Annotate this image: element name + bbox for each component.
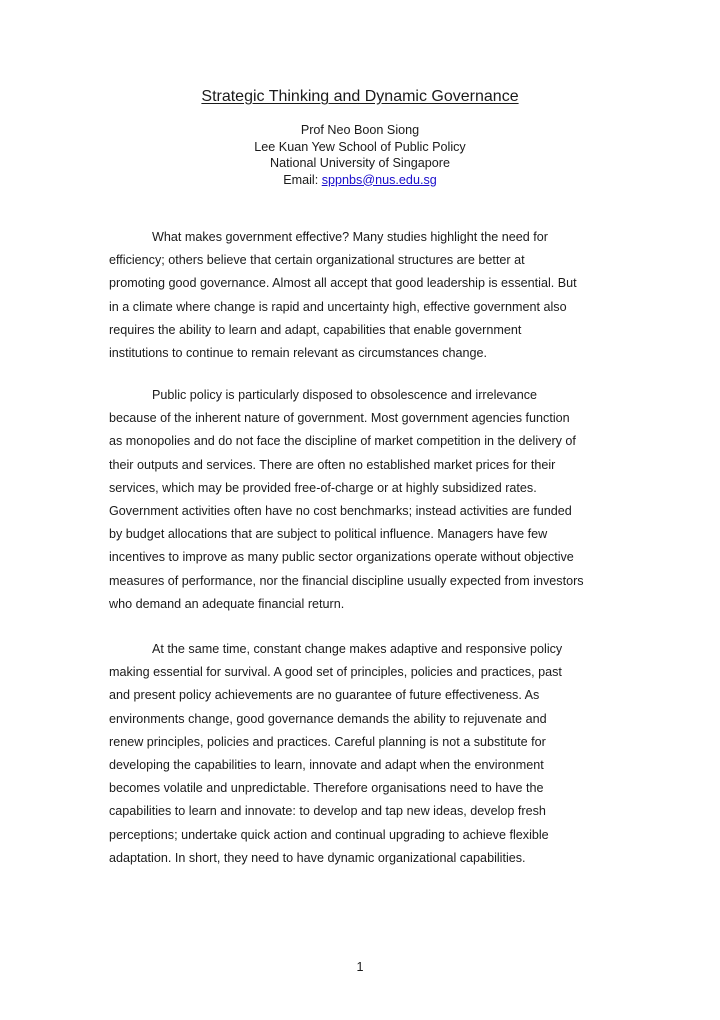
paragraph-line: as monopolies and do not face the discipline of market competition in the delivery of xyxy=(109,434,576,449)
paragraph-line: promoting good governance. Almost all accept that good leadership is essential. But xyxy=(109,276,577,291)
paragraph-line: institutions to continue to remain relevant as circumstances change. xyxy=(109,345,488,360)
paragraph-line: making essential for survival. A good set of principles, policies and practices, past xyxy=(109,665,562,680)
paragraph-line: requires the ability to learn and adapt, capabilities that enable government xyxy=(109,322,522,337)
paragraph-line: perceptions; undertake quick action and continual upgrading to achieve flexible xyxy=(109,827,549,842)
paragraph-line: Government activities often have no cost benchmarks; instead activities are funded xyxy=(109,503,572,518)
paragraph-line: capabilities to learn and innovate: to develop and tap new ideas, develop fresh xyxy=(109,804,546,819)
author-name: Prof Neo Boon Siong xyxy=(300,123,420,137)
document-title: Strategic Thinking and Dynamic Governance xyxy=(201,88,519,105)
paragraph-line: and present policy achievements are no guarantee of future effectiveness. As xyxy=(109,688,540,703)
paragraph-line: measures of performance, nor the financial discipline usually expected from investors xyxy=(109,573,584,588)
paragraph-line: who demand an adequate financial return. xyxy=(109,596,345,611)
paragraph-line: adaptation. In short, they need to have dynamic organizational capabilities. xyxy=(109,850,526,865)
paragraph-line: services, which may be provided free-of-charge or at highly subsidized rates. xyxy=(109,480,537,495)
paragraph-line: incentives to improve as many public sector organizations operate without objective xyxy=(109,550,574,565)
paragraph-1 xyxy=(109,226,619,365)
paragraph-line: in a climate where change is rapid and uncertainty high, effective government also xyxy=(109,299,567,314)
paragraph-line: efficiency; others believe that certain organizational structures are better at xyxy=(109,253,525,268)
author-university: National University of Singapore xyxy=(270,156,450,170)
paragraph-line: becomes volatile and unpredictable. Therefore organisations need to have the xyxy=(109,781,544,796)
paragraph-3 xyxy=(109,638,619,870)
email-label: Email: xyxy=(283,172,322,187)
paragraph-line: At the same time, constant change makes adaptive and responsive policy xyxy=(152,642,563,656)
author-email-line xyxy=(0,172,720,189)
email-link[interactable]: sppnbs@nus.edu.sg xyxy=(321,172,437,187)
author-block xyxy=(0,122,720,188)
paragraph-line: by budget allocations that are subject to political influence. Managers have few xyxy=(109,527,548,542)
paragraph-line: Public policy is particularly disposed to obsolescence and irrelevance xyxy=(152,388,538,402)
paragraph-line: developing the capabilities to learn, innovate and adapt when the environment xyxy=(109,757,544,772)
paragraph-line: environments change, good governance demands the ability to rejuvenate and xyxy=(109,711,547,726)
paragraph-line: because of the inherent nature of government. Most government agencies function xyxy=(109,411,570,426)
paragraph-2 xyxy=(109,384,619,616)
paragraph-line: renew principles, policies and practices. Careful planning is not a substitute for xyxy=(109,734,546,749)
paragraph-line: What makes government effective? Many studies highlight the need for xyxy=(152,230,548,244)
author-school: Lee Kuan Yew School of Public Policy xyxy=(254,139,466,154)
paragraph-line: their outputs and services. There are often no established market prices for their xyxy=(109,457,556,472)
page-number: 1 xyxy=(356,960,364,974)
